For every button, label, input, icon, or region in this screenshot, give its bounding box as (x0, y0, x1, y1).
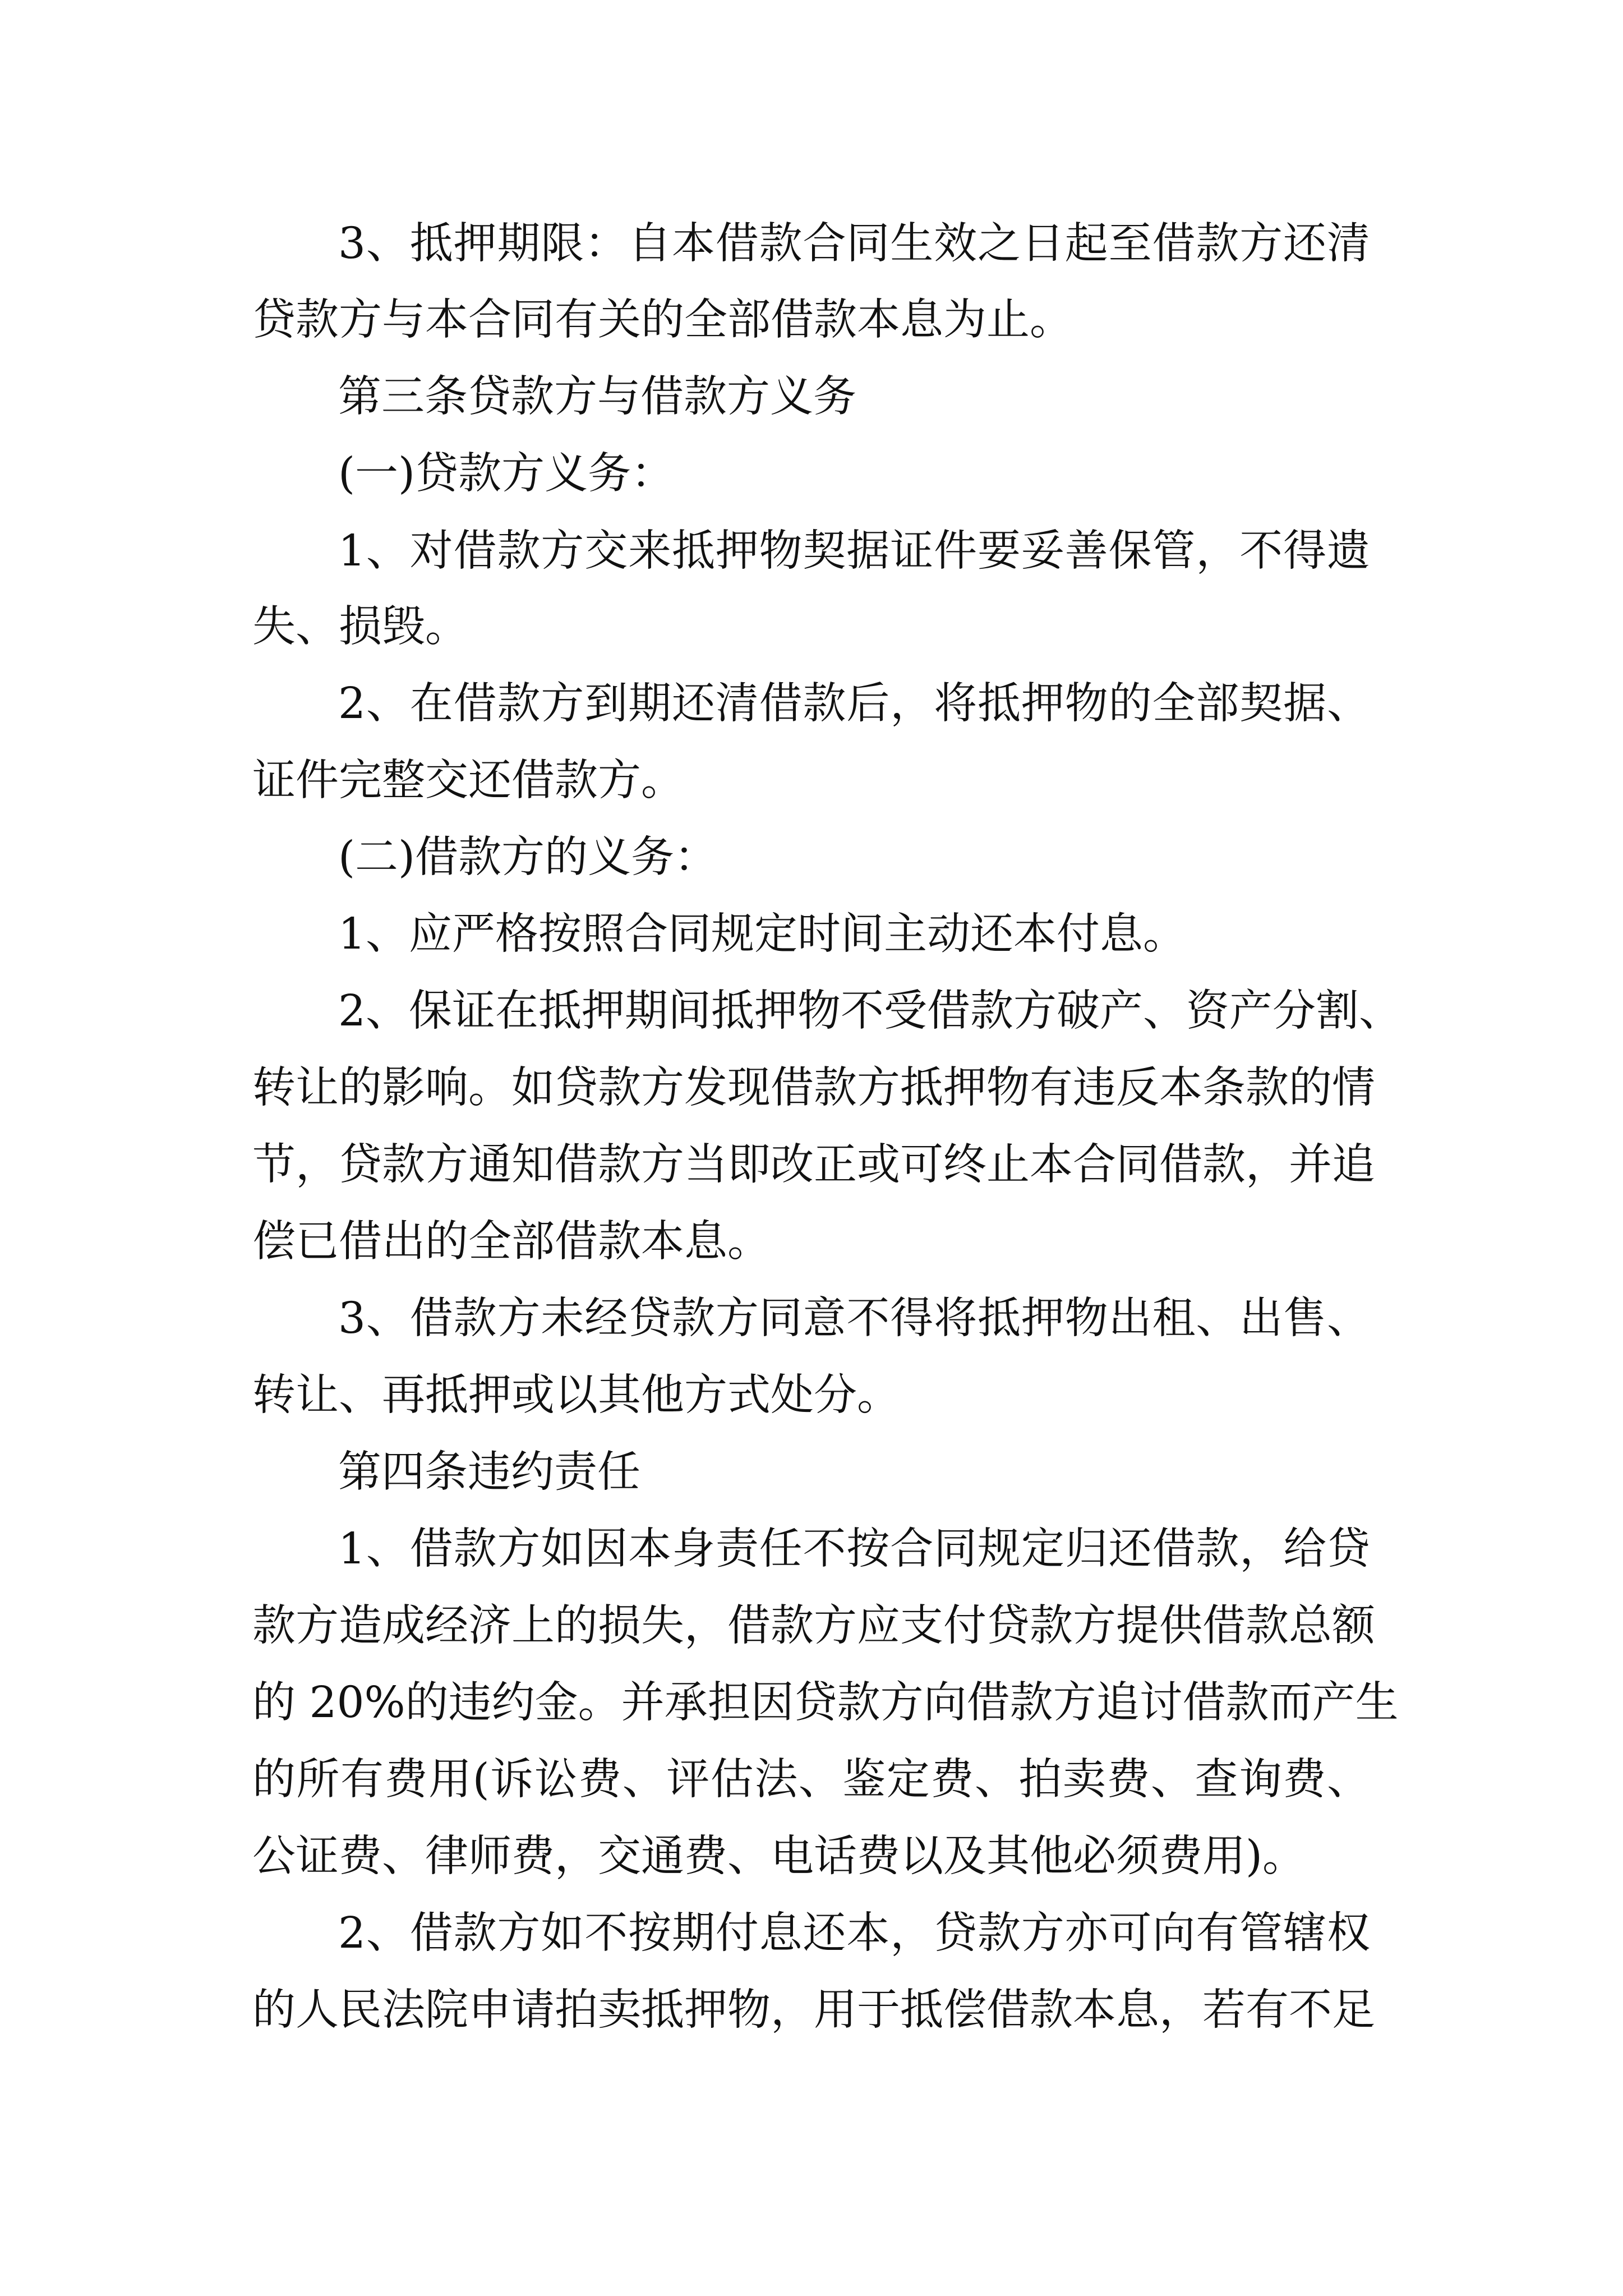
text-line: 的人民法院申请拍卖抵押物，用于抵偿借款本息，若有不足 (252, 1985, 1375, 2035)
text-line: 3、借款方未经贷款方同意不得将抵押物出租、出售、 (338, 1294, 1370, 1343)
text-line: 的 20%的违约金。并承担因贷款方向借款方追讨借款而产生 (252, 1678, 1399, 1728)
text-line: 的所有费用(诉讼费、评估法、鉴定费、拍卖费、查询费、 (252, 1755, 1370, 1805)
section-heading: 第四条违约责任 (338, 1447, 640, 1497)
text-line: 失、损毁。 (252, 602, 468, 652)
subsection-heading: (二)借款方的义务： (338, 832, 718, 882)
text-line: 3、抵押期限：自本借款合同生效之日起至借款方还清 (338, 219, 1370, 269)
text-line: 转让的影响。如贷款方发现借款方抵押物有违反本条款的情 (252, 1063, 1375, 1113)
text-line: 节，贷款方通知借款方当即改正或可终止本合同借款，并追 (252, 1140, 1375, 1190)
text-line: 1、应严格按照合同规定时间主动还本付息。 (338, 909, 1186, 959)
text-line: 2、保证在抵押期间抵押物不受借款方破产、资产分割、 (338, 986, 1402, 1036)
text-line: 1、借款方如因本身责任不按合同规定归还借款，给贷 (338, 1524, 1370, 1574)
text-line: 贷款方与本合同有关的全部借款本息为止。 (252, 295, 1073, 345)
text-line: 公证费、律师费，交通费、电话费以及其他必须费用)。 (252, 1832, 1306, 1881)
text-line: 证件完整交还借款方。 (252, 756, 684, 806)
text-line: 款方造成经济上的损失，借款方应支付贷款方提供借款总额 (252, 1601, 1375, 1651)
subsection-heading: (一)贷款方义务： (338, 449, 675, 499)
text-line: 2、在借款方到期还清借款后，将抵押物的全部契据、 (338, 679, 1370, 729)
text-line: 转让、再抵押或以其他方式处分。 (252, 1370, 900, 1420)
text-line: 偿已借出的全部借款本息。 (252, 1217, 771, 1267)
text-line: 2、借款方如不按期付息还本，贷款方亦可向有管辖权 (338, 1908, 1370, 1958)
text-line: 1、对借款方交来抵押物契据证件要妥善保管，不得遗 (338, 526, 1370, 576)
section-heading: 第三条贷款方与借款方义务 (338, 372, 856, 422)
